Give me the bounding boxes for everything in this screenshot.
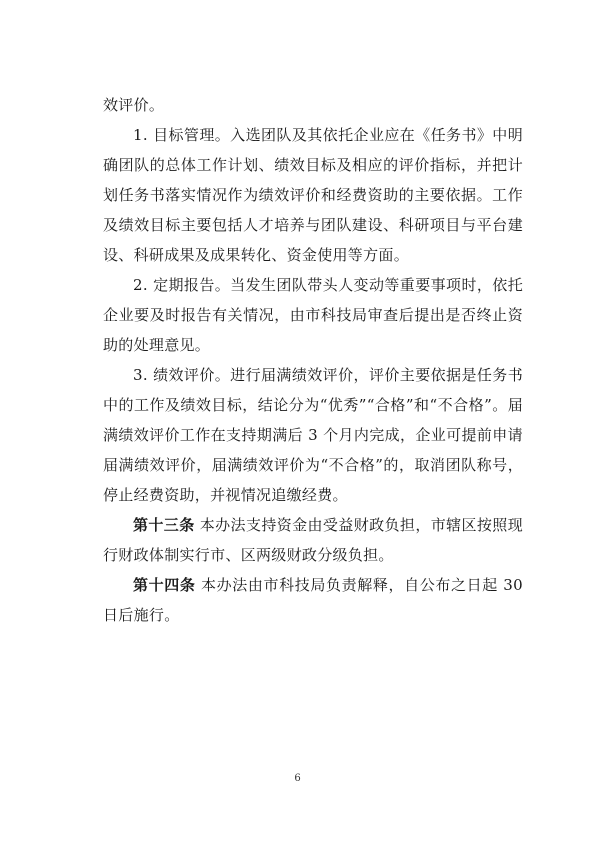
page-number: 6: [294, 773, 301, 784]
article-14: [103, 570, 523, 630]
article-14-text: 本办法由市科技局负责解释，自公布之日起 30 日后施行。: [103, 576, 523, 624]
paragraph-performance-evaluation: 3. 绩效评价。进行届满绩效评价，评价主要依据是任务书中的工作及绩效目标，结论分为“优秀”“合格”和“不合格”。届满绩效评价工作在支持期满后 3 个月内完成，企业可提前申请届满绩效评价，届满绩效评价为“不合格”的，取消团队称号，停止经费资助，并视情况追缴经费。: [103, 366, 523, 504]
article-14-number: 第十四条: [133, 576, 196, 594]
article-13: [103, 510, 523, 570]
document-body: [103, 90, 523, 630]
article-13-text: 本办法支持资金由受益财政负担，市辖区按照现行财政体制实行市、区两级财政分级负担。: [103, 516, 523, 564]
paragraph-periodic-report: 2. 定期报告。当发生团队带头人变动等重要事项时，依托企业要及时报告有关情况，由市科技局审查后提出是否终止资助的处理意见。: [103, 276, 523, 354]
paragraph-target-management: 1. 目标管理。入选团队及其依托企业应在《任务书》中明确团队的总体工作计划、绩效目标及相应的评价指标，并把计划任务书落实情况作为绩效评价和经费资助的主要依据。工作及绩效目标主要包括人才培养与团队建设、科研项目与平台建设、科研成果及成果转化、资金使用等方面。: [103, 126, 523, 264]
paragraph-continuation: 效评价。: [103, 96, 165, 114]
article-13-number: 第十三条: [133, 516, 195, 534]
